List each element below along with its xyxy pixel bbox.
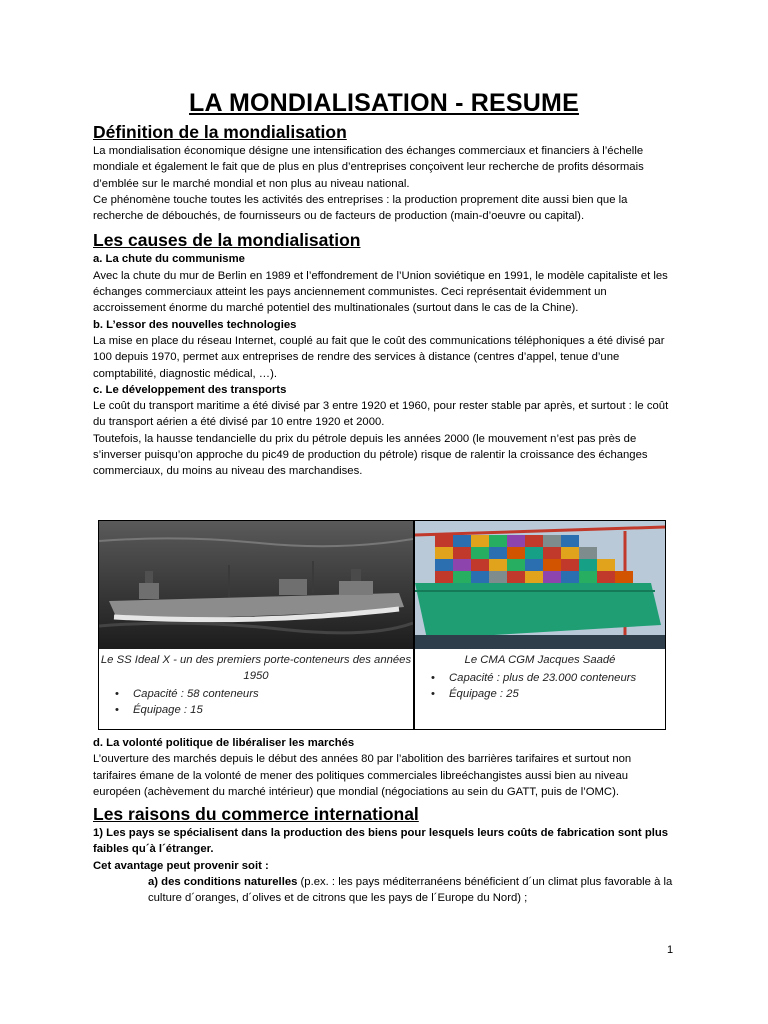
ideal-x-caption <box>99 652 413 718</box>
figure-ideal-x <box>98 520 414 730</box>
document-title: LA MONDIALISATION - RESUME <box>189 89 579 117</box>
cause-b-title: b. L’essor des nouvelles technologies <box>93 318 297 331</box>
definition-paragraph-2: Ce phénomène touche toutes les activités des entreprises : la production proprement dite aussi bien que la recherche de débouchés, de fournisseurs ou de facteurs de production (main-d’oeuvre ou capital). <box>93 193 628 223</box>
cause-d-text: L’ouverture des marchés depuis le début des années 80 par l’abolition des barrières tarifaires et surtout non tarifaires émane de la volonté de mener des politiques commerciales libreéchangistes aussi bien au niveau européen (achèvement du marché intérieur) que mondial (négociations au sein du GATT, puis de l’OMC). <box>93 753 632 798</box>
ideal-x-photo <box>99 521 413 649</box>
cause-c-text-1: Le coût du transport maritime a été divisé par 3 entre 1920 et 1960, pour rester stable par après, et surtout : le coût du transport aérien a été divisé par 10 entre 1920 et 2000. <box>93 400 669 429</box>
document-body-continued <box>93 735 675 907</box>
cause-c-title: c. Le développement des transports <box>93 383 287 396</box>
heading-definition: Définition de la mondialisation <box>93 122 347 142</box>
cause-d-title: d. La volonté politique de libéraliser les marchés <box>93 737 355 749</box>
raisons-paragraph-1: 1) Les pays se spécialisent dans la production des biens pour lesquels leurs coûts de fabrication sont plus faibles qu´à l´étranger. <box>93 827 669 856</box>
jacques-saade-photo <box>415 521 665 649</box>
figure-jacques-saade <box>414 520 666 730</box>
heading-causes: Les causes de la mondialisation <box>93 230 361 251</box>
ideal-x-crew: • Équipage : 15 <box>133 702 413 718</box>
jacques-saade-crew: • Équipage : 25 <box>449 686 665 702</box>
raisons-paragraph-2: Cet avantage peut provenir soit : <box>93 859 269 872</box>
ship-figures <box>98 520 666 730</box>
cause-b-text: La mise en place du réseau Internet, couplé au fait que le coût des communications téléphoniques a été divisé par 100 depuis 1970, permet aux entreprises de rendre des services à distance (centres d’appel, tenue d’une comptabilité, diagnostic médical, …). <box>93 334 665 380</box>
page-number: 1 <box>667 944 674 956</box>
raisons-point-a <box>93 874 675 907</box>
cause-a-text: Avec la chute du mur de Berlin en 1989 et l’effondrement de l’Union soviétique en 1991, le modèle capitaliste et les échanges commerciaux atteint les pays anciennement communistes. Ceci représentait évidemment un accroissement énorme du marché potentiel des multinationales (surtout dans le cas de la Chine). <box>93 269 668 315</box>
raisons-point-a-label: a) des conditions naturelles <box>148 876 298 889</box>
document-body <box>93 88 675 480</box>
definition-paragraph-1: La mondialisation économique désigne une intensification des échanges commerciaux et financiers à l’échelle mondiale et également le fait que de plus en plus d’entreprises conçoivent leur recherche de profits désormais d’emblée sur le marché mondial et non plus au niveau national. <box>93 145 644 190</box>
ideal-x-caption-title: Le SS Ideal X - un des premiers porte-conteneurs des années 1950 <box>100 654 412 682</box>
raisons-point-a-text: (p.ex. : les pays méditerranéens bénéficient d´un climat plus favorable à la culture d´oranges, d´olives et de citrons que les pays de l´Europe du Nord) ; <box>148 876 673 905</box>
jacques-saade-caption-title: Le CMA CGM Jacques Saadé <box>464 654 616 666</box>
jacques-saade-caption <box>415 652 665 702</box>
heading-raisons: Les raisons du commerce international <box>93 804 419 825</box>
jacques-saade-capacity: • Capacité : plus de 23.000 conteneurs <box>449 670 665 686</box>
ideal-x-capacity: • Capacité : 58 conteneurs <box>133 686 413 702</box>
cause-c-text-2: Toutefois, la hausse tendancielle du prix du pétrole depuis les années 2000 (le mouvement n’est pas près de s’inverser puisqu’on approche du pic49 de production du pétrole) risque de ralentir la croissance des échanges commerciaux, du moins au niveau des marchandises. <box>93 432 648 478</box>
cause-a-title: a. La chute du communisme <box>93 253 245 266</box>
